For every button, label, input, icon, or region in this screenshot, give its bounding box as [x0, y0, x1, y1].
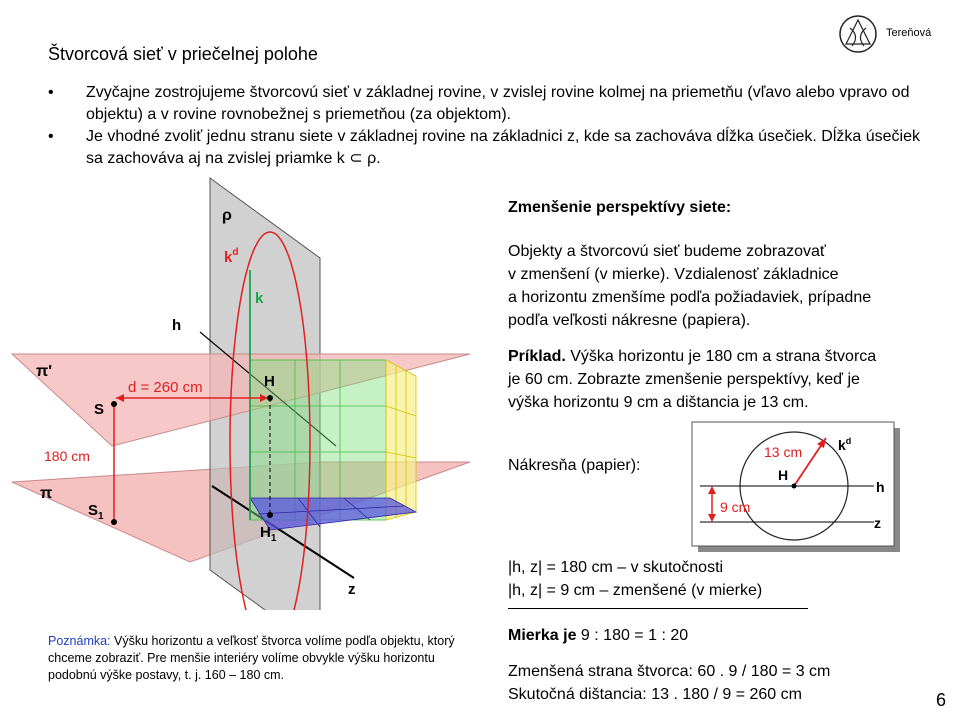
- grid-ground-blue: [250, 498, 416, 530]
- example-line: Výška horizontu je 180 cm a strana štvorca: [565, 348, 877, 365]
- inset-point-H: [792, 484, 797, 489]
- point-H: [267, 395, 273, 401]
- inset-label-kd: $k^d$: [838, 436, 852, 453]
- perspective-figure: [0, 170, 500, 610]
- label-pi: π: [40, 485, 53, 502]
- label-h: h: [172, 317, 182, 334]
- note-text: Výšku horizontu a veľkosť štvorca volíme podľa objektu, ktorý chceme zobraziť. Pre menšie interiéry volíme obvykle výšku horizontu podobnú výške postavy, t. j. 160 – 180 cm.: [48, 634, 455, 682]
- bullet-list: [48, 82, 928, 170]
- divider: [508, 608, 808, 609]
- equation-scaled: |h, z| = 9 cm – zmenšené (v mierke): [508, 582, 763, 599]
- inset-label-height: 9 cm: [720, 499, 751, 515]
- label-S1: $S_1$: [88, 502, 104, 522]
- point-H1: [267, 512, 273, 518]
- label-z: z: [348, 581, 356, 598]
- page-title: Štvorcová sieť v priečelnej polohe: [48, 44, 318, 64]
- scale-label: Mierka je: [508, 627, 577, 644]
- example-label: Príklad.: [508, 348, 566, 365]
- label-H1: $H_1$: [260, 524, 277, 544]
- example: [508, 345, 876, 414]
- bullet-text: Zvyčajne zostrojujeme štvorcovú sieť v základnej rovine, v zvislej rovine kolmej na priemetňu (vľavo alebo vpravo od objektu) a v rovine rovnobežnej s priemetňou (za objektom).: [86, 84, 910, 123]
- result-square: Zmenšená strana štvorca: 60 . 9 / 180 = 3 cm: [508, 663, 831, 680]
- inset-label-radius: 13 cm: [764, 444, 803, 460]
- equations: [508, 556, 762, 602]
- label-height: 180 cm: [44, 448, 90, 464]
- logo-icon: [838, 14, 880, 54]
- label-S: S: [94, 401, 105, 418]
- paragraph-line: podľa veľkosti nákresne (papiera).: [508, 312, 751, 329]
- note-label: Poznámka:: [48, 634, 111, 648]
- example-line: výška horizontu 9 cm a dištancia je 13 cm.: [508, 394, 809, 411]
- bullet-item: [48, 126, 928, 170]
- section-title: Zmenšenie perspektívy siete:: [508, 199, 732, 216]
- label-distance: d = 260 cm: [128, 379, 203, 396]
- example-line: je 60 cm. Zobrazte zmenšenie perspektívy, keď je: [508, 371, 860, 388]
- label-kd: $k^d$: [224, 247, 239, 266]
- label-pi-prime: π': [36, 363, 53, 380]
- label-H: H: [264, 373, 275, 390]
- paragraph-line: a horizontu zmenšíme podľa požiadaviek, prípadne: [508, 289, 872, 306]
- label-rho: ρ: [222, 207, 232, 224]
- inset-label-H: H: [778, 467, 789, 483]
- paragraph: [508, 240, 871, 332]
- bullet-text: Je vhodné zvoliť jednu stranu siete v základnej rovine na základnici z, kde sa zachováva dĺžka úsečiek. Dĺžka úsečiek sa zachováva aj na zvislej priamke k ⊂ ρ.: [86, 128, 920, 167]
- result-distance: Skutočná dištancia: 13 . 180 / 9 = 260 cm: [508, 686, 802, 703]
- point-S1: [111, 519, 117, 525]
- scale-value: 9 : 180 = 1 : 20: [576, 627, 689, 644]
- bullet-marker: •: [48, 84, 54, 101]
- bullet-marker: •: [48, 128, 54, 145]
- logo-text: Tereňová: [886, 27, 932, 39]
- point-S: [111, 401, 117, 407]
- label-k: k: [255, 290, 264, 307]
- results: [508, 660, 830, 706]
- equation-real: |h, z| = 180 cm – v skutočnosti: [508, 559, 724, 576]
- paragraph-line: Objekty a štvorcovú sieť budeme zobrazovať: [508, 243, 826, 260]
- inset-drawing: [690, 420, 904, 556]
- inset-label-z: z: [874, 515, 881, 531]
- inset-label-h: h: [876, 479, 885, 495]
- note: [48, 633, 468, 684]
- grid-side-yellow: [386, 360, 416, 520]
- drawing-label: Nákresňa (papier):: [508, 457, 641, 474]
- paragraph-line: v zmenšení (v mierke). Vzdialenosť základnice: [508, 266, 839, 283]
- page-number: 6: [936, 690, 947, 710]
- scale: [508, 624, 688, 647]
- bullet-item: [48, 82, 928, 126]
